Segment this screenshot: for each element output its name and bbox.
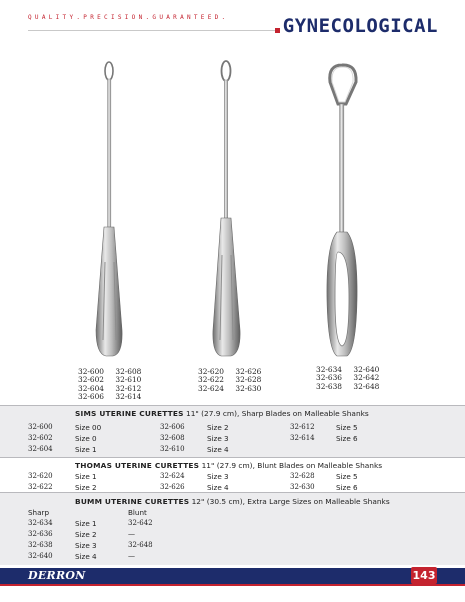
catalog-number: 32-612 [115, 383, 142, 393]
catalog-number: — [128, 530, 135, 538]
catalog-number: 32-626 [235, 367, 262, 376]
catalog-number: 32-636 [316, 373, 343, 383]
header-tagline: QUALITY.PRECISION.GUARANTEED. [28, 14, 229, 21]
size-label: Size 6 [336, 483, 358, 492]
size-label: Size 5 [336, 472, 358, 481]
product-spec: 12" (30.5 cm), Extra Large Sizes on Malleable Shanks [191, 497, 390, 506]
size-label: Size 4 [207, 483, 229, 492]
thomas-curette-image [213, 61, 240, 356]
size-label: Size 3 [207, 434, 229, 443]
catalog-number: 32-638 [316, 381, 343, 391]
catalog-number: 32-614 [115, 392, 142, 402]
size-label: Size 2 [75, 530, 97, 539]
size-label: Size 4 [207, 445, 229, 454]
size-label: Size 4 [75, 552, 97, 561]
catalog-number: 32-608 [160, 434, 185, 442]
catalog-number: 32-648 [353, 381, 380, 391]
size-label: Size 1 [75, 472, 97, 481]
product-spec: 11" (27.9 cm), Sharp Blades on Malleable Shanks [186, 409, 369, 418]
catalog-number: 32-642 [128, 519, 153, 527]
product-spec: 11" (27.9 cm), Blunt Blades on Malleable Shanks [201, 461, 383, 470]
size-label: Size 2 [75, 483, 97, 492]
product-name: BUMM UTERINE CURETTES [75, 497, 190, 506]
catalog-number: 32-642 [353, 373, 380, 383]
catalog-number: 32-606 [78, 392, 105, 402]
catalog-number: 32-610 [160, 445, 185, 453]
bumm-product-heading [75, 497, 390, 506]
page-number: 143 [412, 569, 436, 582]
catalog-number: 32-600 [28, 423, 53, 431]
size-label: Size 3 [207, 472, 229, 481]
catalog-number: 32-606 [160, 423, 185, 431]
catalog-number: 32-608 [115, 367, 142, 376]
catalog-number: 32-604 [28, 445, 53, 453]
catalog-number: 32-600 [78, 367, 105, 376]
catalog-number: 32-640 [353, 365, 380, 374]
column-header-blunt: Blunt [128, 508, 147, 517]
section-title: GYNECOLOGICAL [282, 15, 438, 37]
sims-product-heading [75, 409, 369, 418]
footer-accent-rule [0, 584, 465, 586]
divider [0, 457, 465, 458]
catalog-number: — [128, 552, 135, 560]
catalog-number: 32-638 [28, 541, 53, 549]
size-label: Size 1 [75, 445, 97, 454]
size-label: Size 5 [336, 423, 358, 432]
brand-logo: DERRON [28, 569, 86, 582]
code-column [235, 368, 261, 393]
bumm-curette-image [327, 65, 357, 356]
code-column [78, 368, 104, 402]
catalog-number: 32-610 [115, 375, 142, 385]
catalog-number: 32-622 [198, 375, 225, 385]
size-label: Size 6 [336, 434, 358, 443]
catalog-number: 32-636 [28, 530, 53, 538]
code-column [115, 368, 141, 402]
catalog-number: 32-622 [28, 483, 53, 491]
divider [0, 405, 465, 406]
catalog-number: 32-630 [235, 383, 262, 393]
code-column [198, 368, 224, 393]
catalog-number: 32-630 [290, 483, 315, 491]
catalog-number: 32-626 [160, 483, 185, 491]
catalog-number: 32-604 [78, 383, 105, 393]
catalog-number: 32-640 [28, 552, 53, 560]
catalog-number: 32-624 [160, 472, 185, 480]
catalog-number: 32-628 [235, 375, 262, 385]
size-label: Size 0 [75, 434, 97, 443]
catalog-number: 32-648 [128, 541, 153, 549]
catalog-number: 32-634 [28, 519, 53, 527]
thomas-product-heading [75, 461, 382, 470]
size-label: Size 00 [75, 423, 102, 432]
size-label: Size 3 [75, 541, 97, 550]
catalog-number: 32-624 [198, 383, 225, 393]
thomas-image-codes [198, 368, 270, 393]
code-column [316, 366, 342, 391]
catalog-number: 32-628 [290, 472, 315, 480]
size-label: Size 1 [75, 519, 97, 528]
code-column [353, 366, 379, 391]
sims-curette-image [96, 62, 122, 356]
catalog-number: 32-614 [290, 434, 315, 442]
bumm-image-codes [316, 366, 388, 391]
column-header-sharp: Sharp [28, 508, 50, 517]
sims-image-codes [78, 368, 150, 402]
catalog-number: 32-612 [290, 423, 315, 431]
product-name: THOMAS UTERINE CURETTES [75, 461, 200, 470]
catalog-number: 32-602 [28, 434, 53, 442]
catalog-number: 32-620 [28, 472, 53, 480]
catalog-number: 32-634 [316, 365, 343, 374]
size-label: Size 2 [207, 423, 229, 432]
catalog-number: 32-620 [198, 367, 225, 376]
product-name: SIMS UTERINE CURETTES [75, 409, 184, 418]
catalog-number: 32-602 [78, 375, 105, 385]
